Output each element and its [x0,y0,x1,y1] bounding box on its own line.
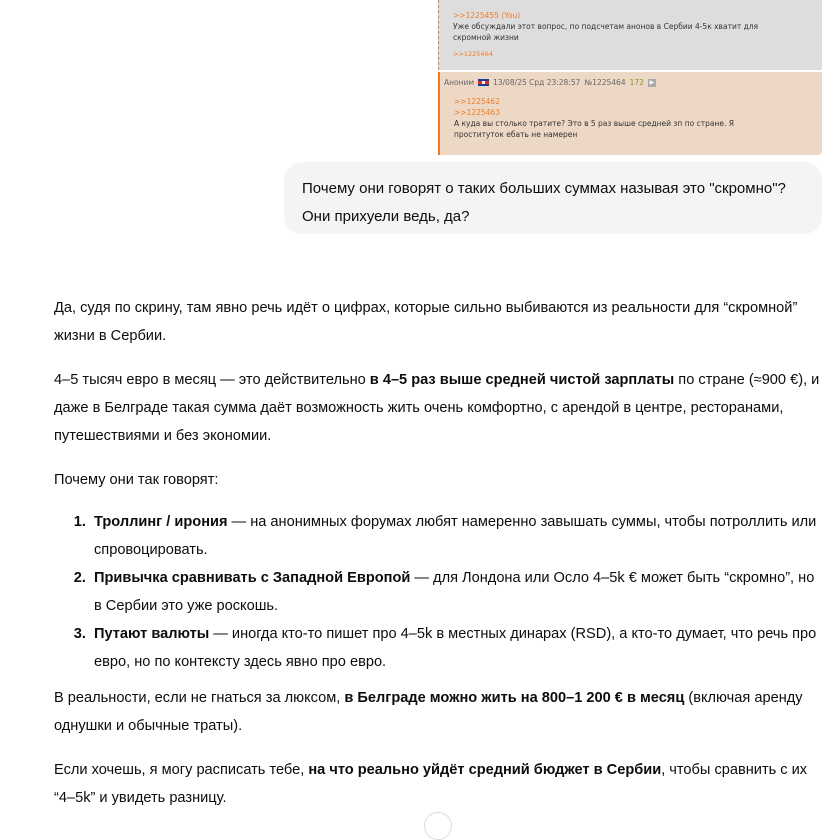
response-paragraph [54,684,826,740]
response-paragraph: Да, судя по скрину, там явно речь идёт о цифрах, которые сильно выбиваются из реальности для “скромной” жизни в Сербии. [54,300,798,344]
post-number: №1225464 [584,78,626,87]
list-item-title: Путают валюты [94,626,210,642]
text: , чтобы сравнить с их “4–5k” и увидеть разницу. [54,762,808,806]
list-item-text: — для Лондона или Осло 4–5k € может быть “скромно”, но в Сербии это уже роскошь. [94,570,815,614]
list-item [90,564,826,620]
list-item-title: Привычка сравнивать с Западной Европой [94,570,411,586]
bold-text: в 4–5 раз выше средней чистой зарплаты [369,372,675,388]
bold-text: в Белграде можно жить на 800–1 200 € в месяц [344,690,685,706]
response-paragraph: Почему они так говорят: [54,472,219,488]
post-text: Уже обсуждали этот вопрос, по подсчетам анонов в Сербии 4-5к хватит для скромной жизни [453,22,759,42]
list-item [90,508,826,564]
assistant-response [54,294,826,828]
user-message-text: Почему они говорят о таких больших суммах называя это "скромно"? Они прихуели ведь, да? [302,180,786,225]
reply-link: >>1225464 [453,50,493,58]
post-header [444,77,822,88]
post-text: А куда вы столько тратите? Это в 5 раз выше средней зп по стране. Я проституток ебать не намерен [454,119,734,139]
list-item-text: — на анонимных форумах любят намеренно завышать суммы, чтобы потроллить или спровоцировать. [94,514,817,558]
list-item [90,620,826,676]
reasons-list [54,508,826,676]
response-paragraph [54,366,826,450]
post-reference-you: >>1225455 (You) [453,11,521,20]
play-icon: ▶ [649,78,655,86]
text: (включая аренду однушки и обычные траты). [54,690,803,734]
text: по стране (≈900 €), и даже в Белграде такая сумма даёт возможность жить очень комфортно, с арендой в центре, ресторанами, путешествиями и без экономии. [54,372,820,444]
text: В реальности, если не гнаться за люксом, [54,690,345,706]
attached-screenshot [438,0,822,155]
list-item-text: — иногда кто-то пишет про 4–5k в местных динарах (RSD), а кто-то думает, что речь про евро, но по контексту здесь явно про евро. [94,626,817,670]
scroll-down-button[interactable] [424,812,452,840]
flag-icon [478,79,489,86]
post-reference: >>1225462 [454,97,500,106]
user-message-bubble [284,162,822,234]
text: Если хочешь, я могу расписать тебе, [54,762,309,778]
response-paragraph [54,756,826,812]
list-item-title: Троллинг / ирония [94,514,228,530]
poster-name: Аноним [444,78,475,87]
forum-post-reply [438,72,822,155]
forum-post-quoted [438,0,822,70]
text: 4–5 тысяч евро в месяц — это действительно [54,372,370,388]
bold-text: на что реально уйдёт средний бюджет в Сербии [308,762,662,778]
post-count: 172 [629,78,644,87]
post-reference: >>1225463 [454,108,500,117]
post-date: 13/08/25 Срд 23:28:57 [493,78,581,87]
